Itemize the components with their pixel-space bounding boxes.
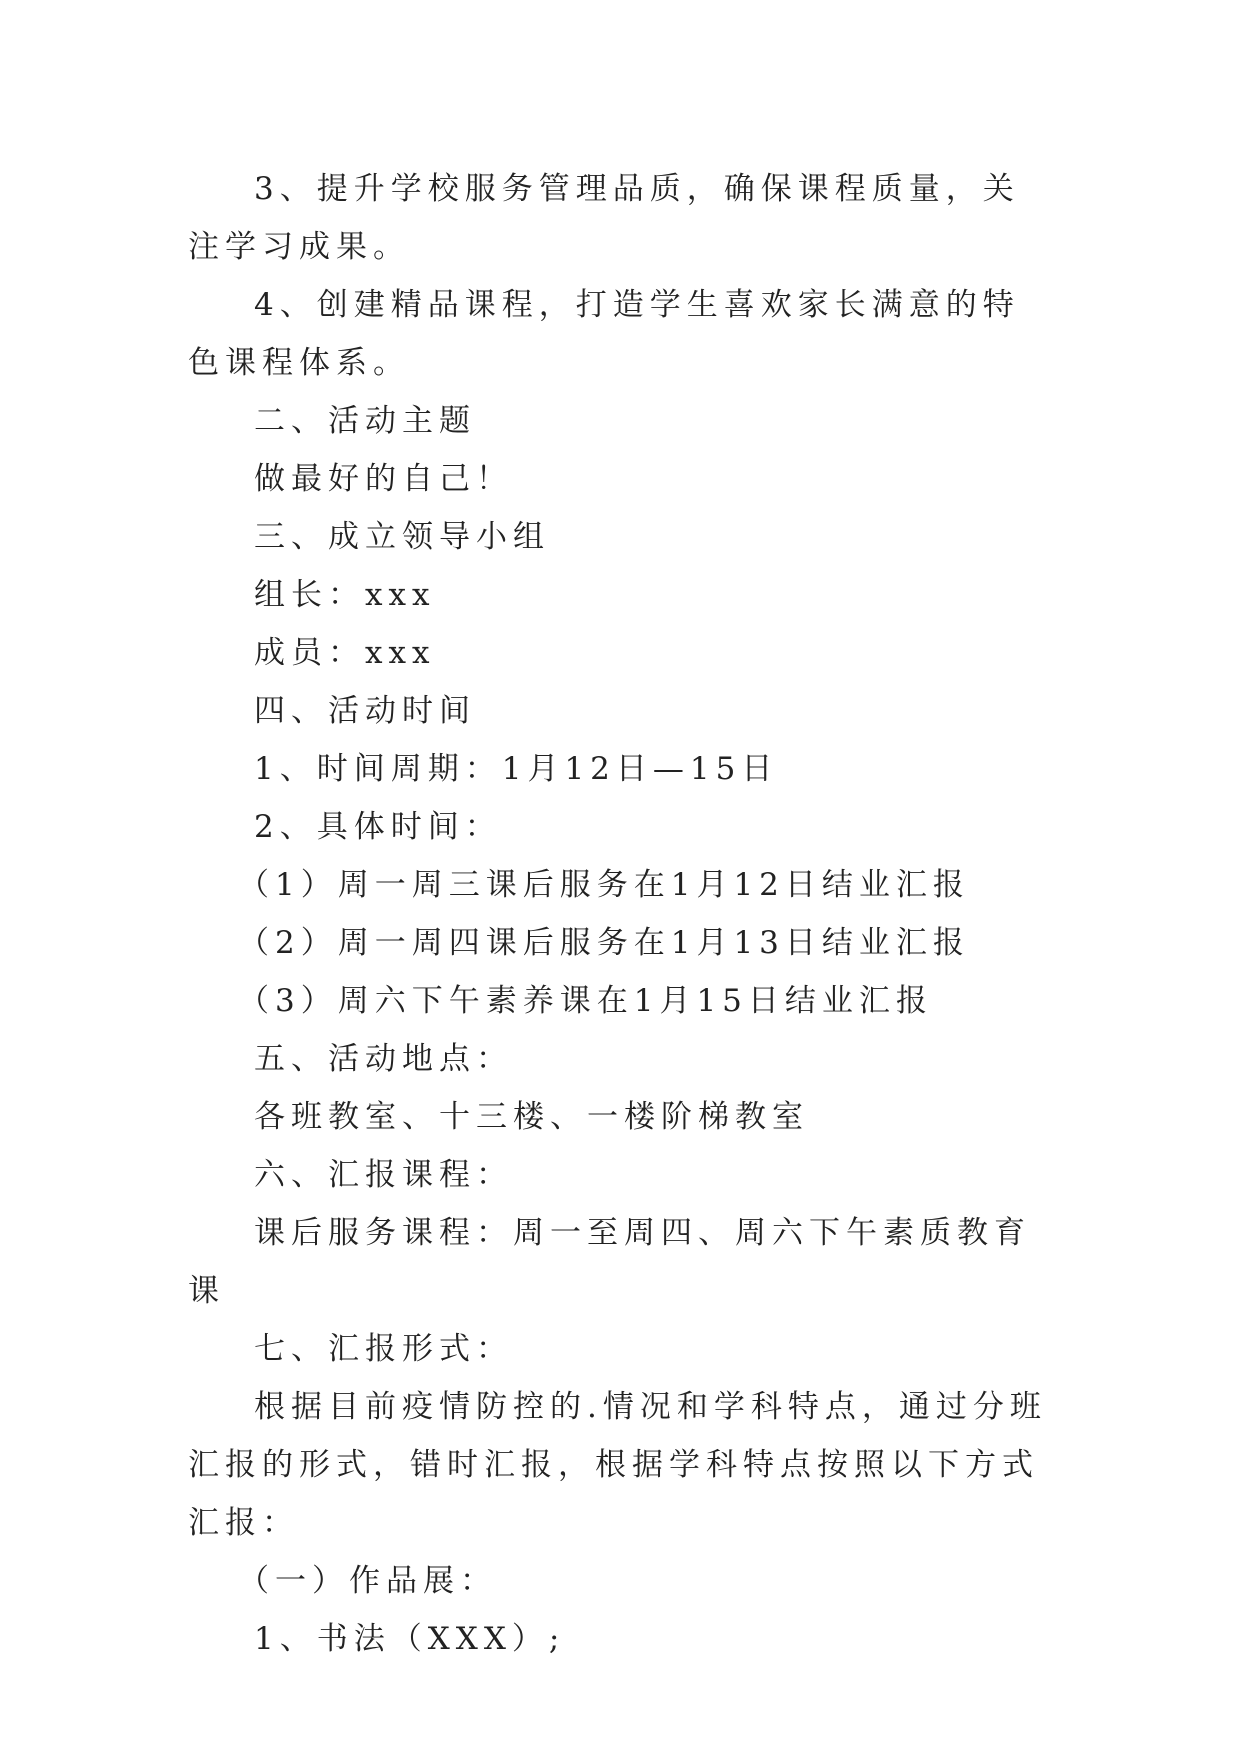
heading-report-format: 七、汇报形式： — [254, 1331, 513, 1367]
paragraph-group-members: 成员：xxx — [254, 635, 436, 671]
paragraph-courses: 课后服务课程：周一至周四、周六下午素质教育课 — [188, 1215, 1031, 1309]
paragraph-theme: 做最好的自己！ — [254, 461, 513, 497]
heading-leadership-group: 三、成立领导小组 — [254, 519, 550, 555]
heading-activity-location: 五、活动地点： — [254, 1041, 513, 1077]
paragraph-format: 根据目前疫情防控的.情况和学科特点，通过分班汇报的形式，错时汇报，根据学科特点按照以下方式汇报： — [188, 1389, 1047, 1541]
paragraph-locations: 各班教室、十三楼、一楼阶梯教室 — [254, 1099, 809, 1135]
list-item-schedule-2: （2）周一周四课后服务在1月13日结业汇报 — [238, 925, 970, 961]
heading-activity-theme: 二、活动主题 — [254, 403, 476, 439]
heading-activity-time: 四、活动时间 — [254, 693, 476, 729]
heading-exhibition: （一）作品展： — [238, 1563, 497, 1599]
paragraph-specific-time: 2、具体时间： — [254, 809, 502, 845]
heading-report-courses: 六、汇报课程： — [254, 1157, 513, 1193]
document-body — [188, 160, 1048, 1668]
paragraph-group-leader: 组长：xxx — [254, 577, 436, 613]
list-item-calligraphy: 1、书法（XXX）; — [254, 1621, 566, 1657]
list-item-schedule-1: （1）周一周三课后服务在1月12日结业汇报 — [238, 867, 970, 903]
paragraph-goal-3: 3、提升学校服务管理品质，确保课程质量，关注学习成果。 — [188, 171, 1020, 265]
paragraph-goal-4: 4、创建精品课程，打造学生喜欢家长满意的特色课程体系。 — [188, 287, 1020, 381]
paragraph-time-period: 1、时间周期：1月12日—15日 — [254, 751, 779, 787]
list-item-schedule-3: （3）周六下午素养课在1月15日结业汇报 — [238, 983, 933, 1019]
